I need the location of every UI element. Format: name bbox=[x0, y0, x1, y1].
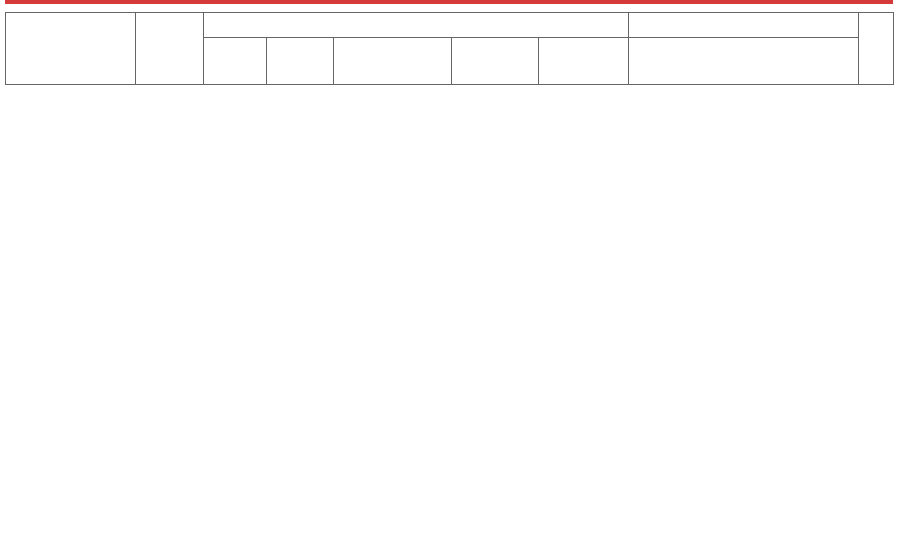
header-center-sub bbox=[629, 38, 859, 85]
header-remarks bbox=[859, 13, 894, 85]
header-small-metal bbox=[452, 38, 539, 85]
header-paper bbox=[539, 38, 629, 85]
header-date bbox=[6, 13, 136, 85]
header-resource bbox=[334, 38, 452, 85]
header-weekday bbox=[136, 13, 204, 85]
header-center bbox=[629, 13, 859, 38]
schedule-table bbox=[5, 12, 894, 85]
header-collection bbox=[204, 13, 629, 38]
variant-period-frame bbox=[5, 0, 893, 4]
header-pet bbox=[267, 38, 334, 85]
header-burnable bbox=[204, 38, 267, 85]
